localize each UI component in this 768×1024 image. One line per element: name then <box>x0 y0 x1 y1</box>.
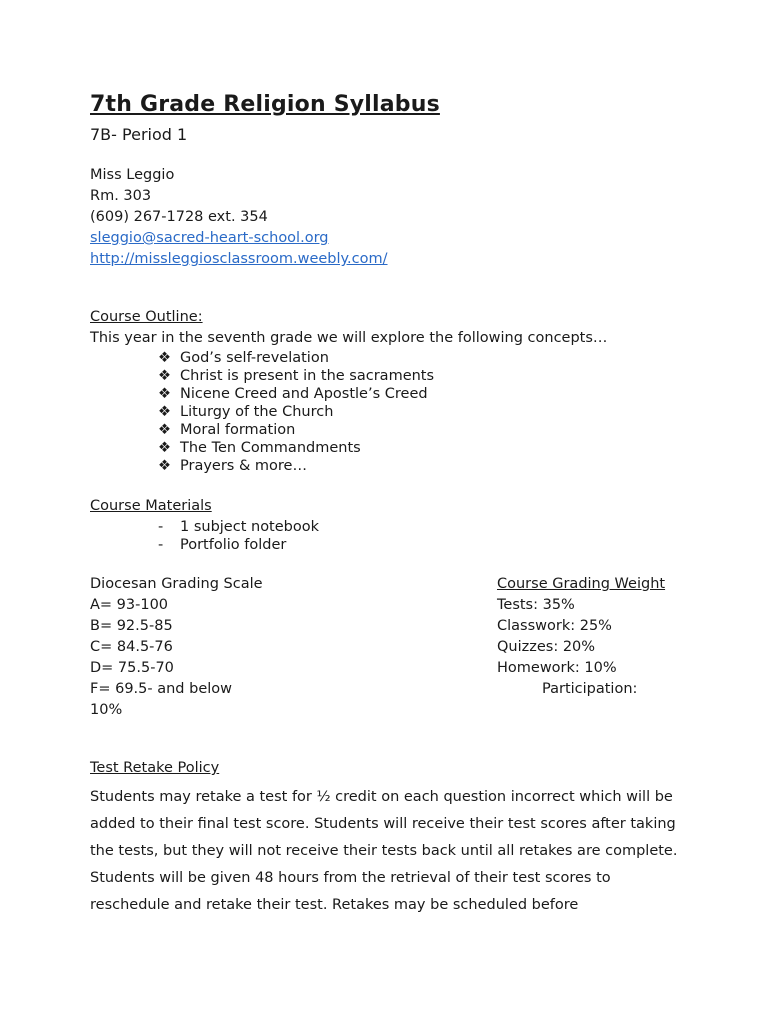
list-item-label: Moral formation <box>180 422 296 438</box>
list-item <box>158 386 428 402</box>
list-item <box>158 404 333 420</box>
bullet-icon: ❖ <box>158 368 171 384</box>
grade-scale-row: B= 92.5-85 <box>90 618 173 634</box>
bullet-icon: ❖ <box>158 404 171 420</box>
teacher-name: Miss Leggio <box>90 167 175 183</box>
dash-marker: - <box>158 519 164 535</box>
dash-marker: - <box>158 537 164 553</box>
grade-weight-row: Tests: 35% <box>497 597 575 613</box>
list-item-label: The Ten Commandments <box>180 440 361 456</box>
list-item-label: Prayers & more… <box>180 458 307 474</box>
grade-scale-row: D= 75.5-70 <box>90 660 174 676</box>
grade-weight-row: Quizzes: 20% <box>497 639 596 655</box>
participation-label: Participation: <box>542 681 638 697</box>
class-period: 7B- Period 1 <box>90 125 188 144</box>
list-item-label: Portfolio folder <box>180 537 287 553</box>
bullet-icon: ❖ <box>158 350 171 366</box>
list-item <box>158 422 295 438</box>
list-item-label: Nicene Creed and Apostle’s Creed <box>180 386 428 402</box>
page-title: 7th Grade Religion Syllabus <box>90 92 440 117</box>
phone-number: (609) 267-1728 ext. 354 <box>90 209 268 225</box>
grading-weight-heading: Course Grading Weight <box>497 576 666 592</box>
grade-scale-row: A= 93-100 <box>90 597 169 613</box>
bullet-icon: ❖ <box>158 440 171 456</box>
grade-scale-row: C= 84.5-76 <box>90 639 173 655</box>
bullet-icon: ❖ <box>158 422 171 438</box>
list-item <box>158 537 286 553</box>
list-item <box>158 458 307 474</box>
grading-scale-heading: Diocesan Grading Scale <box>90 576 263 592</box>
list-item <box>158 350 329 366</box>
list-item-label: 1 subject notebook <box>180 519 320 535</box>
grade-scale-row: F= 69.5- and below <box>90 681 232 697</box>
retake-policy-body: Students may retake a test for ½ credit on each question incorrect which will be added to their final test score. Students will receive their test scores after taking the tests, but they will not receive their tests back until all retakes are complete. Students will be given 48 hours from the retrieval of their test scores to reschedule and retake their test. Retakes may be scheduled before <box>90 789 678 913</box>
room-number: Rm. 303 <box>90 188 152 204</box>
bullet-icon: ❖ <box>158 386 171 402</box>
list-item <box>158 440 361 456</box>
course-outline-heading: Course Outline: <box>90 309 203 325</box>
list-item <box>158 519 319 535</box>
retake-policy-heading: Test Retake Policy <box>90 760 220 776</box>
list-item-label: Christ is present in the sacraments <box>180 368 435 384</box>
email-link[interactable]: sleggio@sacred-heart-school.org <box>90 230 329 246</box>
grade-weight-row: Homework: 10% <box>497 660 617 676</box>
list-item-label: Liturgy of the Church <box>180 404 334 420</box>
course-outline-intro: This year in the seventh grade we will explore the following concepts… <box>90 330 608 346</box>
grade-weight-row: Classwork: 25% <box>497 618 612 634</box>
bullet-icon: ❖ <box>158 458 171 474</box>
website-link[interactable]: http://missleggiosclassroom.weebly.com/ <box>90 251 388 267</box>
course-materials-heading: Course Materials <box>90 498 212 514</box>
participation-value: 10% <box>90 702 123 718</box>
list-item-label: God’s self-revelation <box>180 350 329 366</box>
list-item <box>158 368 434 384</box>
